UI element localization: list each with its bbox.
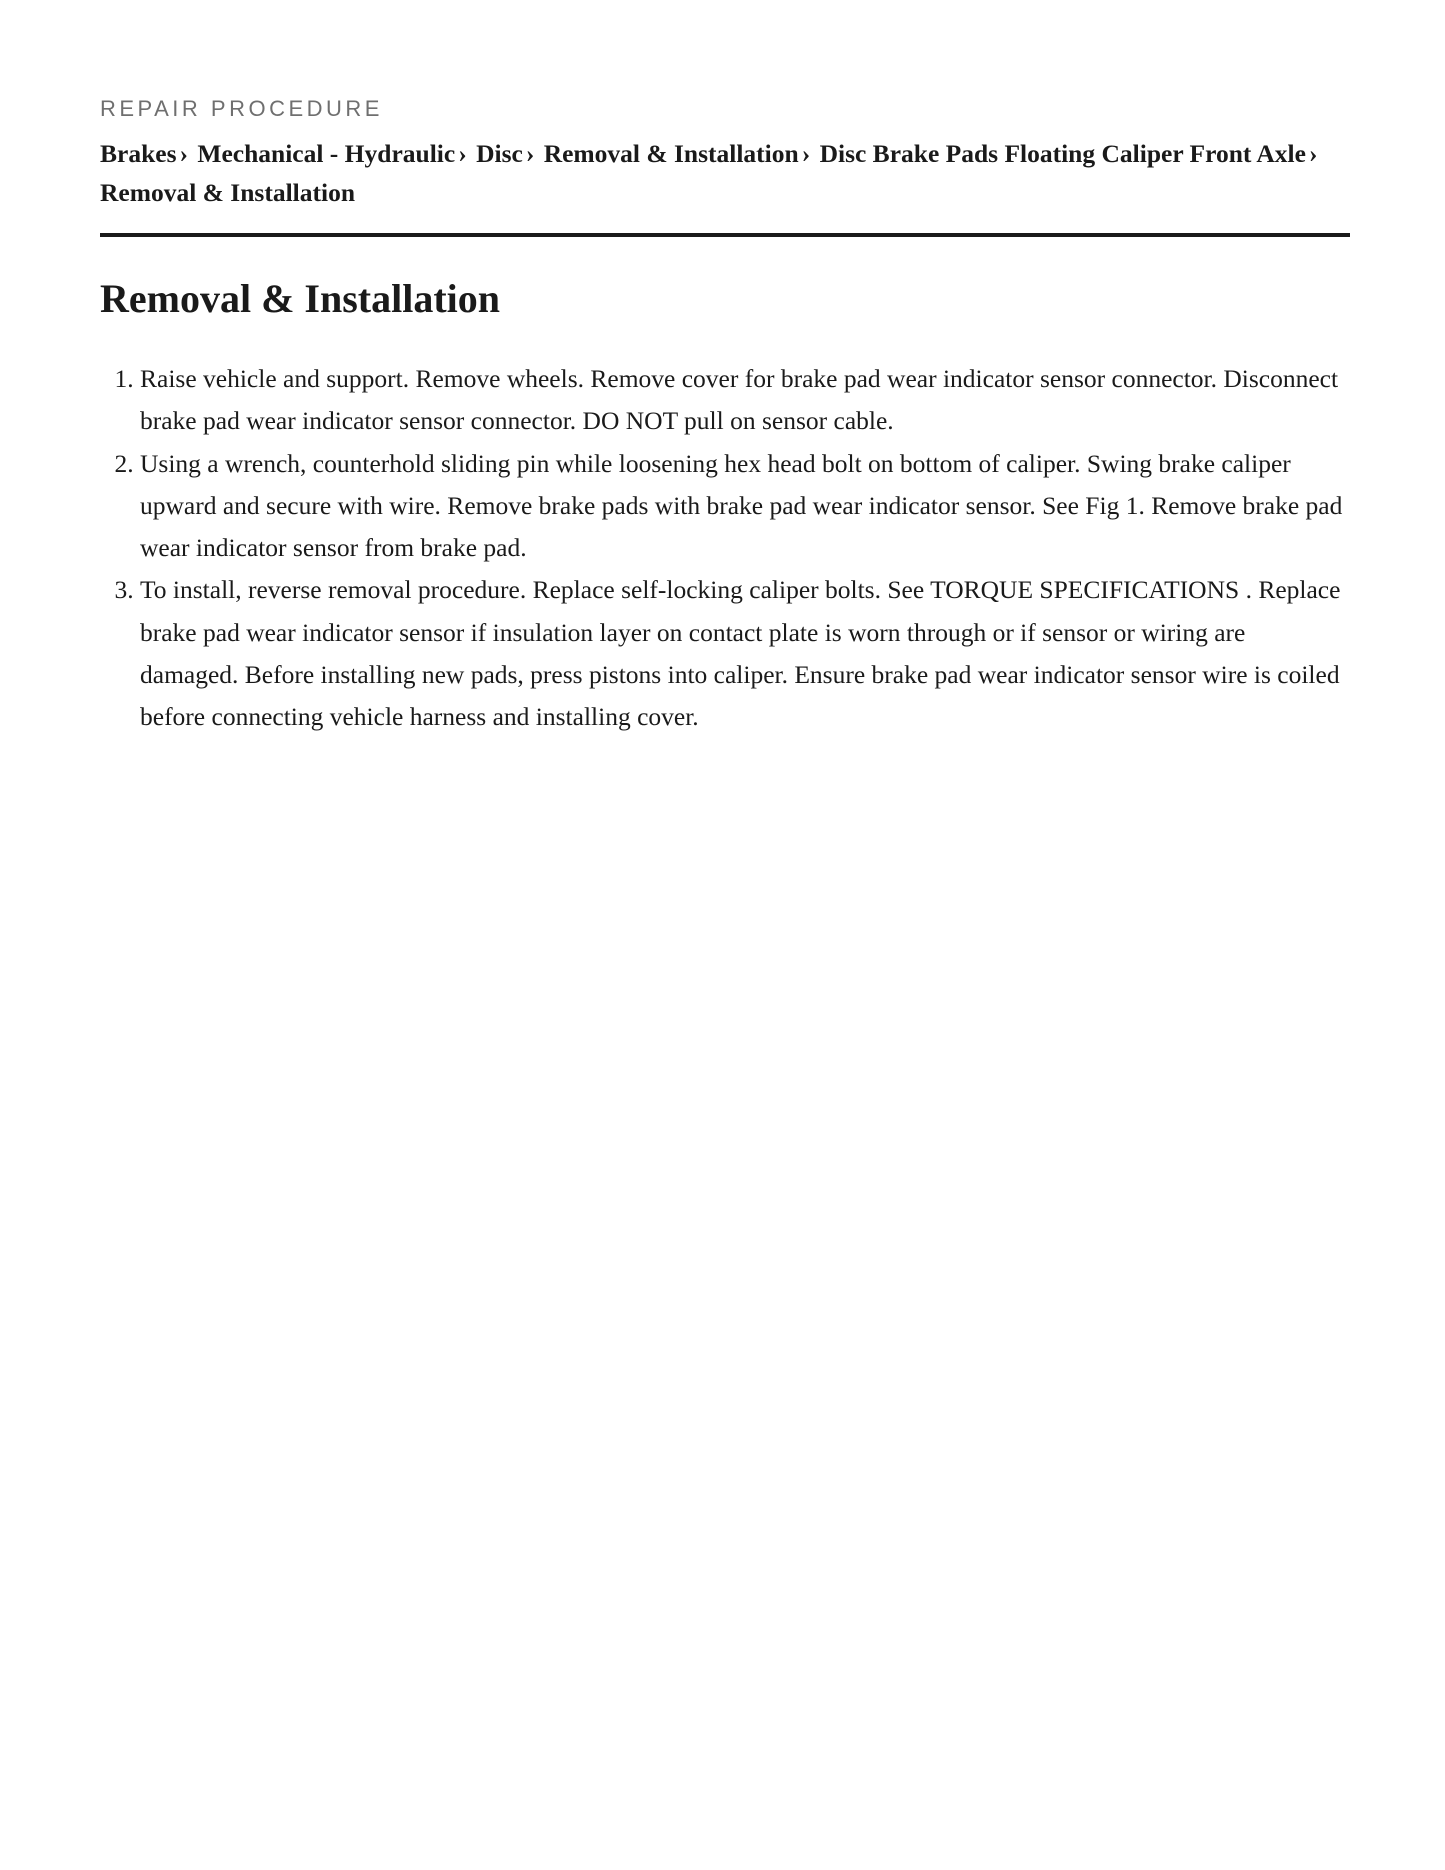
breadcrumb-item-disc-brake-pads[interactable]: Disc Brake Pads Floating Caliper Front Axle (819, 139, 1306, 168)
breadcrumb-item-mechanical-hydraulic[interactable]: Mechanical - Hydraulic (197, 139, 456, 168)
section-eyebrow: REPAIR PROCEDURE (100, 96, 383, 121)
breadcrumb-item-removal-installation[interactable]: Removal & Installation (543, 139, 799, 168)
breadcrumb-separator: › (458, 139, 467, 168)
page-title: Removal & Installation (100, 276, 500, 321)
procedure-step-1: 1. Raise vehicle and support. Remove wheels. Remove cover for brake pad wear indicator sensor connector. Disconnect brake pad wear indicator sensor connector. DO NOT pull on sensor cable. (140, 358, 1350, 443)
breadcrumb-item-brakes[interactable]: Brakes (100, 139, 177, 168)
document-page (100, 92, 1350, 739)
procedure-steps (100, 358, 1350, 739)
breadcrumb-separator: › (801, 139, 811, 168)
breadcrumb-separator: › (179, 139, 188, 168)
header-divider (100, 233, 1350, 237)
breadcrumb-item-disc[interactable]: Disc (476, 139, 523, 168)
procedure-step-2: 2. Using a wrench, counterhold sliding pin while loosening hex head bolt on bottom of caliper. Swing brake caliper upward and secure with wire. Remove brake pads with brake pad wear indicator sensor. See Fig 1. Remove brake pad wear indicator sensor from brake pad. (140, 443, 1350, 570)
breadcrumb-item-current: Removal & Installation (100, 178, 355, 207)
breadcrumb-separator: › (1308, 139, 1318, 168)
breadcrumb-separator: › (525, 139, 535, 168)
breadcrumb (100, 134, 1350, 212)
procedure-step-3: 3. To install, reverse removal procedure. Replace self-locking caliper bolts. See TORQUE SPECIFICATIONS . Replace brake pad wear indicator sensor if insulation layer on contact plate is worn through or if sensor or wiring are damaged. Before installing new pads, press pistons into caliper. Ensure brake pad wear indicator sensor wire is coiled before connecting vehicle harness and installing cover. (140, 569, 1350, 738)
